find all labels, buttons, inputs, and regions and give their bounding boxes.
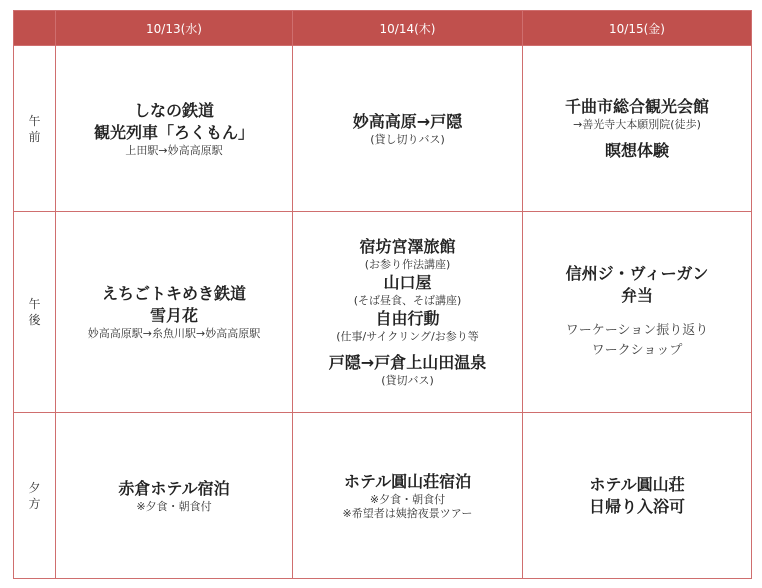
activity-title: 宿坊宮澤旅館: [359, 237, 456, 256]
cell-afternoon-day1: [56, 212, 293, 413]
period-label-afternoon: 午 後: [14, 212, 56, 413]
cell-afternoon-day2: [293, 212, 523, 413]
cell-morning-day1: [56, 46, 293, 212]
activity-note: 妙高高原駅→糸魚川駅→妙高高原駅: [87, 327, 261, 340]
cell-afternoon-day3: [523, 212, 752, 413]
activity-note: →善光寺大本願別院(徒歩): [573, 117, 701, 131]
activity-title: 赤倉ホテル宿泊: [118, 478, 230, 498]
date-header-day2: 10/14(木): [293, 11, 523, 46]
cell-morning-day2: [293, 46, 523, 212]
activity-title: 千曲市総合観光会館: [564, 96, 709, 116]
activity-title: 弁当: [620, 286, 653, 305]
cell-evening-day3: [523, 413, 752, 579]
activity-title: 自由行動: [375, 309, 440, 328]
activity-note: ※希望者は姨捨夜景ツアー: [342, 506, 473, 520]
activity-note: (貸し切りバス): [370, 132, 445, 146]
activity-title: ホテル圓山荘宿泊: [343, 471, 472, 491]
activity-title: えちごトキめき鉄道: [101, 284, 246, 303]
date-header-day3: 10/15(金): [523, 11, 752, 46]
activity-title: ホテル圓山荘: [589, 474, 685, 494]
activity-title: 山口屋: [383, 273, 432, 292]
activity-note: ワークショップ: [591, 343, 683, 358]
header-corner: [14, 11, 56, 46]
date-header-day1: 10/13(水): [56, 11, 293, 46]
activity-note: (仕事/サイクリング/お参り等: [336, 330, 479, 343]
activity-title: 観光列車「ろくもん」: [93, 122, 254, 142]
activity-note: (そば昼食、そば講座): [353, 294, 462, 307]
period-label-evening: 夕 方: [14, 413, 56, 579]
activity-note: ※夕食・朝食付: [136, 499, 212, 513]
evening-row: [14, 413, 752, 579]
activity-note: (貸切バス): [381, 374, 434, 387]
activity-title: 瞑想体験: [604, 140, 669, 160]
activity-title: しなの鉄道: [133, 100, 214, 120]
activity-title: 妙高高原→戸隠: [352, 111, 463, 131]
activity-title: 戸隠→戸倉上山田温泉: [328, 353, 487, 372]
activity-note: ワーケーション振り返り: [565, 323, 709, 338]
period-label-morning: 午 前: [14, 46, 56, 212]
activity-note: (お参り作法講座): [364, 258, 451, 271]
activity-note: ※夕食・朝食付: [369, 492, 446, 506]
cell-evening-day1: [56, 413, 293, 579]
cell-evening-day2: [293, 413, 523, 579]
activity-title: 日帰り入浴可: [588, 496, 685, 516]
header-row: [14, 11, 752, 46]
cell-morning-day3: [523, 46, 752, 212]
afternoon-row: [14, 212, 752, 413]
activity-title: 雪月花: [149, 306, 198, 325]
morning-row: [14, 46, 752, 212]
activity-title: 信州ジ・ヴィーガン: [565, 264, 709, 283]
activity-note: 上田駅→妙高高原駅: [125, 143, 223, 157]
schedule-table: [13, 10, 752, 579]
